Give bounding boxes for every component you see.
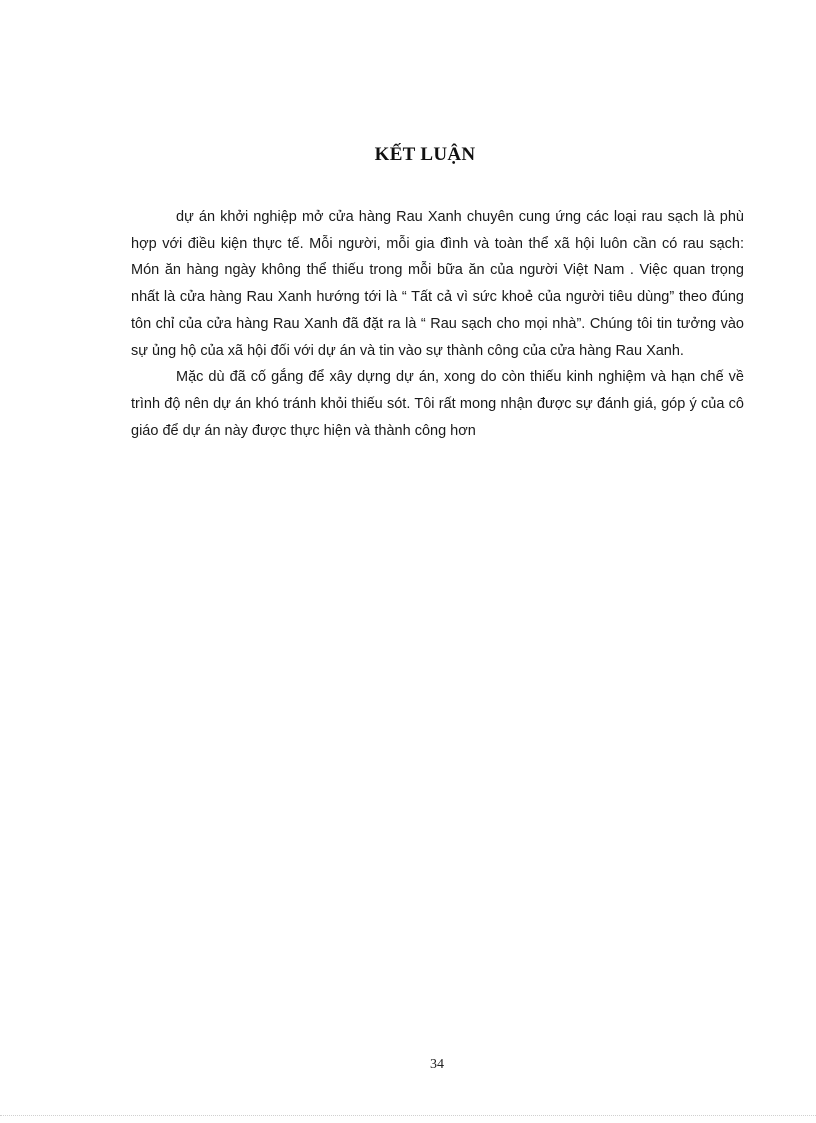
page-title: KẾT LUẬN (374, 144, 476, 165)
page-bottom-divider (0, 1115, 816, 1116)
body-text (131, 204, 744, 444)
page-number: 34 (430, 1057, 444, 1072)
paragraph-2: Mặc dù đã cố gắng để xây dựng dự án, xong do còn thiếu kinh nghiệm và hạn chế về trình độ nên dự án khó tránh khỏi thiếu sót. Tôi rất mong nhận được sự đánh giá, góp ý của cô giáo để dự án này được thực hiện và thành công hơn (131, 369, 744, 439)
paragraph-1: dự án khởi nghiệp mở cửa hàng Rau Xanh chuyên cung ứng các loại rau sạch là phù hợp với điều kiện thực tế. Mỗi người, mỗi gia đình và toàn thể xã hội luôn cần có rau sạch: Món ăn hàng ngày không thể thiếu trong mỗi bữa ăn của người Việt Nam . Việc quan trọng nhất là cửa hàng Rau Xanh hướng tới là “ Tất cả vì sức khoẻ của người tiêu dùng” theo đúng tôn chỉ của cửa hàng Rau Xanh đã đặt ra là “ Rau sạch cho mọi nhà”. Chúng tôi tin tưởng vào sự ủng hộ của xã hội đối với dự án và tin vào sự thành công của cửa hàng Rau Xanh. (131, 209, 744, 359)
